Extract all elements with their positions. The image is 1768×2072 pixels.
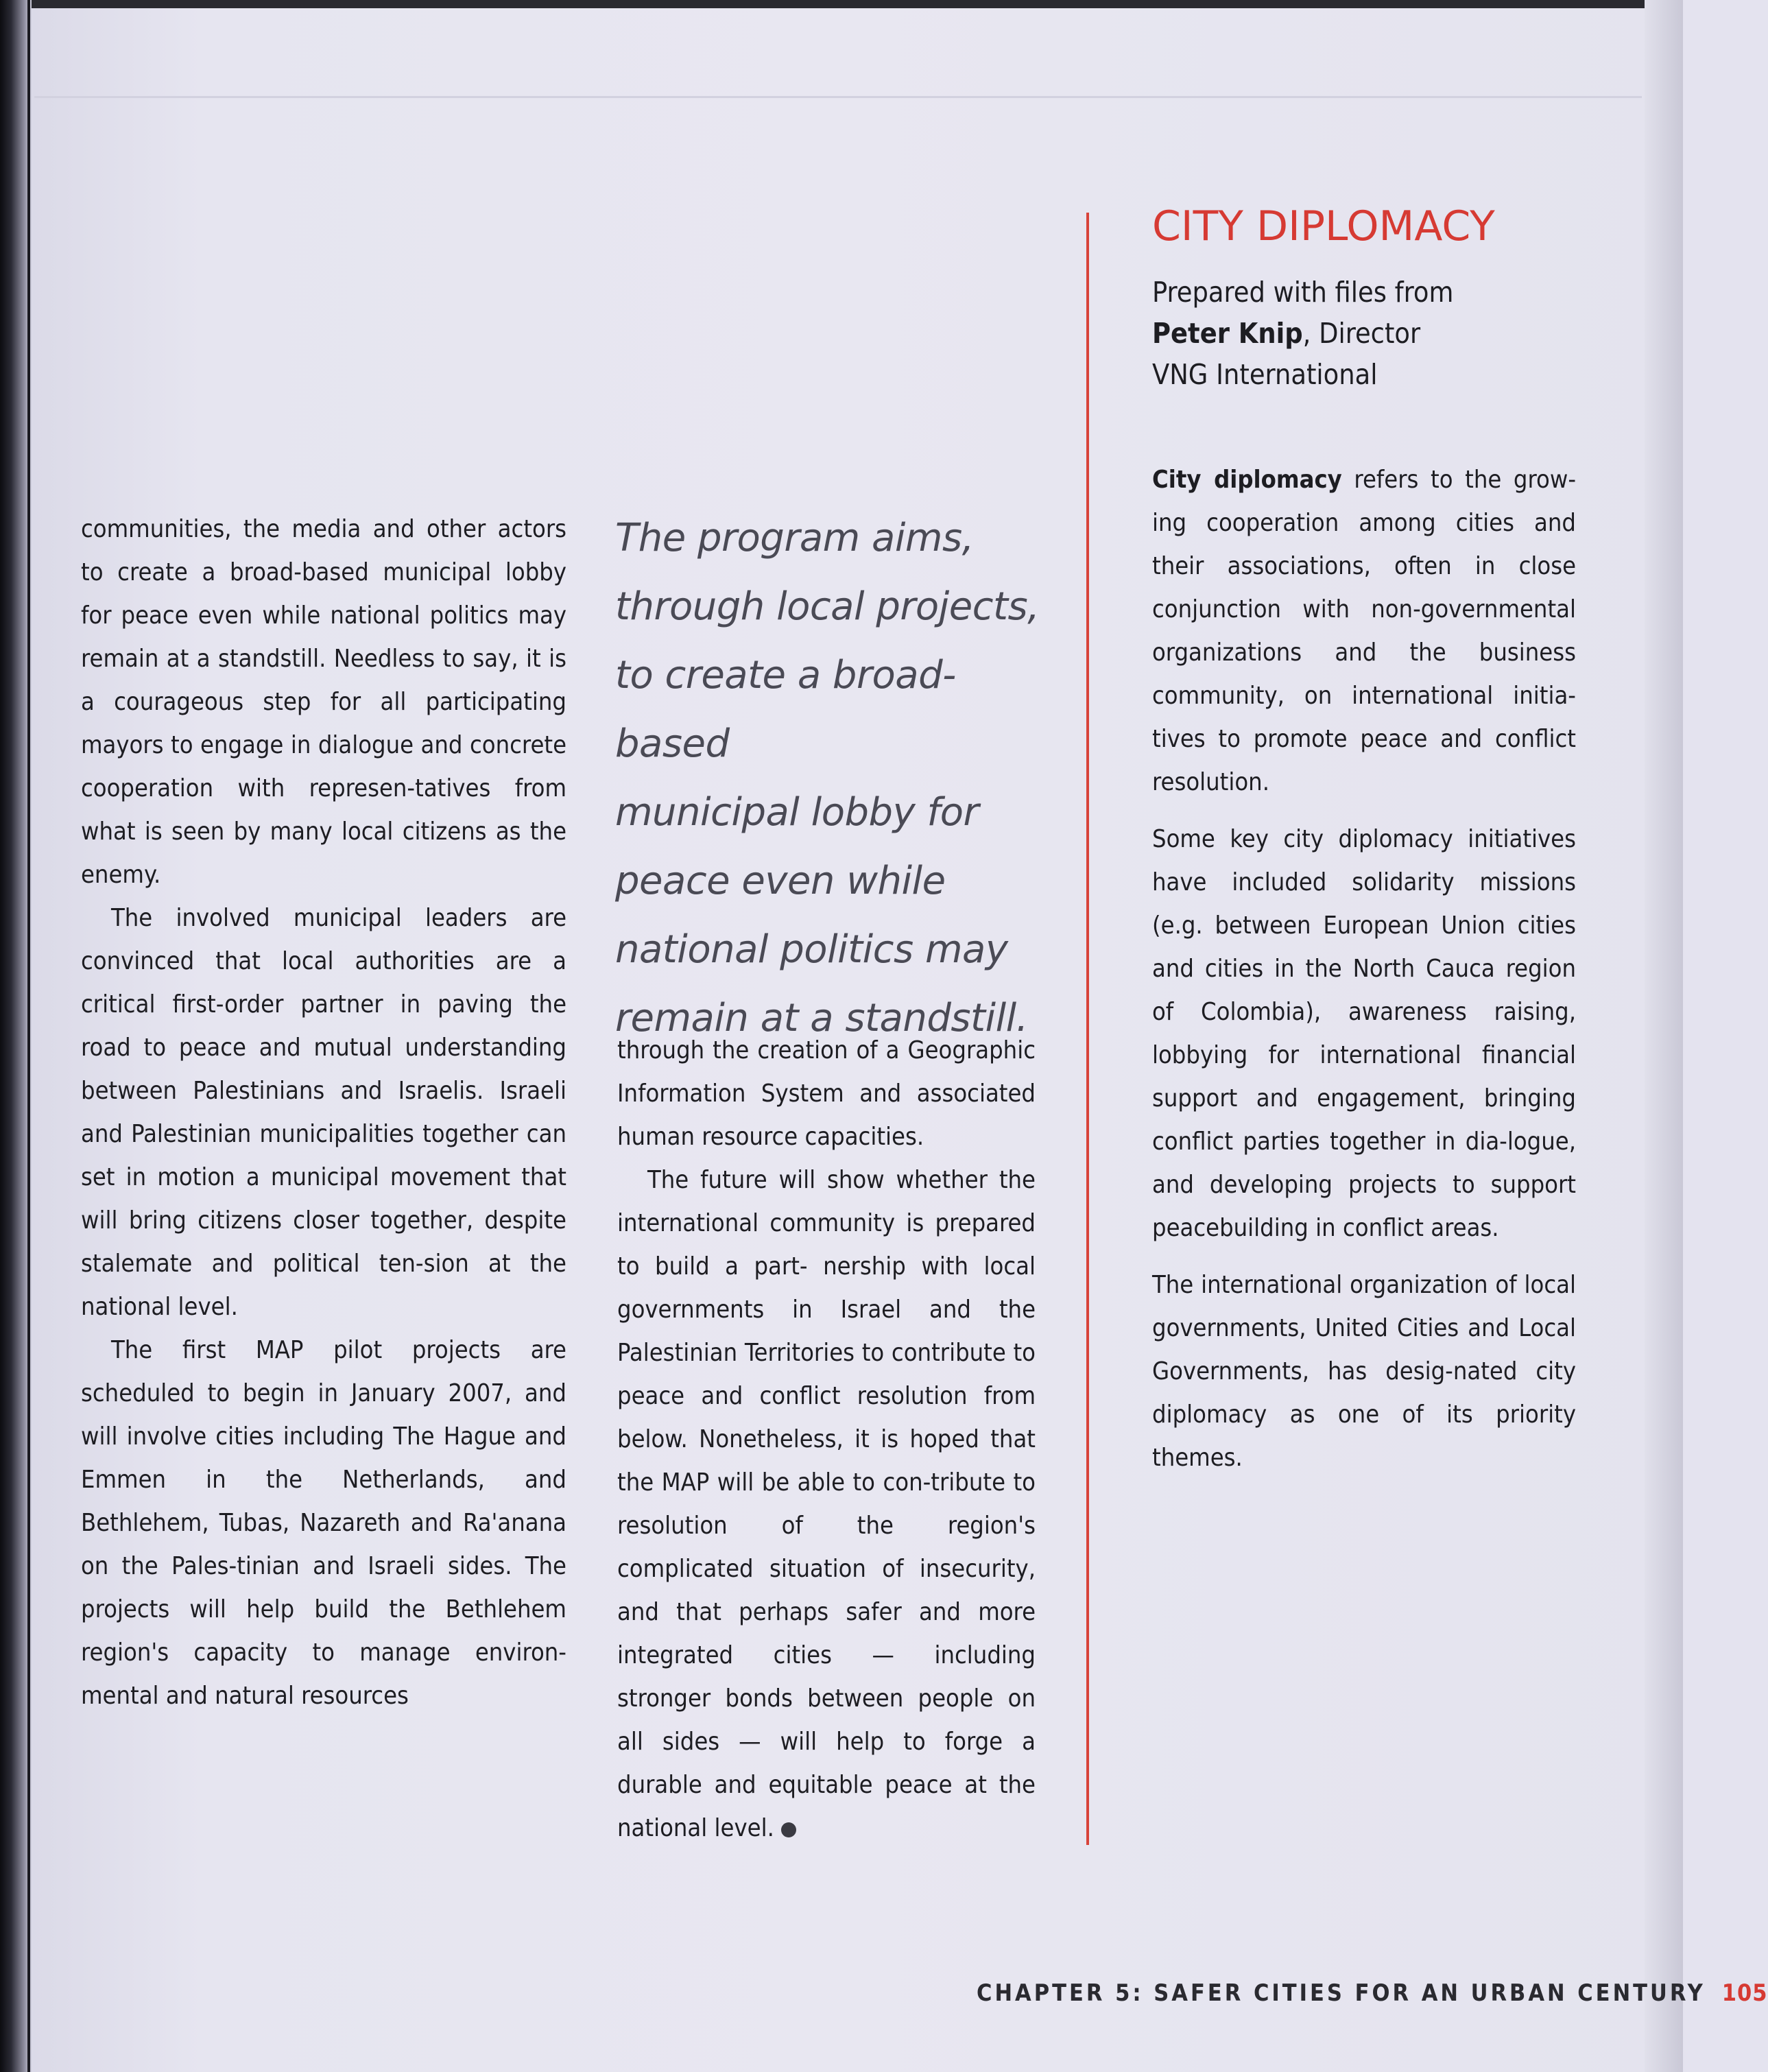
- running-footer: [977, 1979, 1768, 2007]
- sidebar-divider: [1086, 213, 1089, 1845]
- pull-quote-line: municipal lobby for: [615, 790, 979, 835]
- end-of-article-bullet-icon: [781, 1822, 796, 1837]
- credit-author-role: , Director: [1302, 317, 1421, 350]
- pull-quote-line: The program aims,: [615, 516, 974, 560]
- right-page-edge: [1645, 0, 1683, 2072]
- paragraph-communities: communities, the media and other actors to create a broad-based municipal lobby for peace even while national politics may remain at a standstill. Needless to say, it is a courageous step for all participating mayors to engage in dialogue and concrete cooperation with represen-tatives from what is seen by many local citizens as the enemy.: [81, 515, 566, 889]
- pull-quote-line: through local projects,: [615, 584, 1040, 629]
- paragraph-future-text: The future will show whether the international community is prepared to build a part- nership with local governments in Israel and the Palestinian Territories to contribute to peace and conflict resolution from below. Nonetheless, it is hoped that the MAP will be able to con-tribute to resolution of the region's complicated situation of insecurity, and that perhaps safer and more integrated cities — including stronger bonds between people on all sides — will help to forge a durable and equitable peace at the national level.: [617, 1166, 1036, 1842]
- sidebar-paragraph-definition: [1152, 458, 1576, 804]
- credit-author-name: Peter Knip: [1152, 317, 1303, 350]
- sidebar-body: [1152, 458, 1576, 1479]
- paragraph-future: [617, 1158, 1036, 1850]
- chapter-title: CHAPTER 5: SAFER CITIES FOR AN URBAN CENTURY: [977, 1979, 1706, 2007]
- header-rule: [34, 96, 1642, 98]
- pull-quote-line: national politics may: [615, 927, 1008, 972]
- city-diplomacy-sidebar: [1152, 199, 1576, 1493]
- credit-author-line: [1152, 313, 1576, 354]
- pull-quote: [615, 504, 1040, 1053]
- sidebar-term: City diplomacy: [1152, 466, 1342, 494]
- sidebar-definition-text: refers to the grow-ing cooperation among cities and their associations, often in close conjunction with non-governmental organizations and the business community, on international initia-tives to promote peace and conflict resolution.: [1152, 466, 1577, 796]
- page-number: 105: [1721, 1979, 1768, 2007]
- pull-quote-line: peace even while: [615, 859, 946, 903]
- sidebar-paragraph-uclg: The international organization of local governments, United Cities and Local Governments, has desig-nated city diplomacy as one of its priority themes.: [1152, 1271, 1576, 1472]
- pull-quote-line: to create a broad-based: [615, 653, 956, 766]
- paragraph-map-pilot-projects: The first MAP pilot projects are scheduled to begin in January 2007, and will involve cities including The Hague and Emmen in the Netherlands, and Bethlehem, Tubas, Nazareth and Ra'anana on the Pales-tinian and Israeli sides. The projects will help build the Bethlehem region's capacity to manage environ-mental and natural resources: [81, 1336, 566, 1710]
- binding-line: [27, 0, 30, 2072]
- paragraph-geographic-information-system: through the creation of a Geographic Information System and associated human resource capacities.: [617, 1036, 1036, 1151]
- body-column-middle: [617, 1029, 1036, 1850]
- top-edge-shadow: [0, 0, 1683, 8]
- pull-quote-line: remain at a standstill.: [615, 996, 1028, 1040]
- body-column-left: [81, 508, 566, 1717]
- paragraph-municipal-leaders: The involved municipal leaders are convinced that local authorities are a critical first-order partner in paving the road to peace and mutual understanding between Palestinians and Israelis. Israeli and Palestinian municipalities together can set in motion a municipal movement that will bring citizens closer together, despite stalemate and political ten-sion at the national level.: [81, 904, 566, 1321]
- credit-organization: VNG International: [1152, 358, 1378, 391]
- sidebar-title: CITY DIPLOMACY: [1152, 202, 1495, 250]
- sidebar-credit: [1152, 272, 1576, 395]
- sidebar-paragraph-initiatives: Some key city diplomacy initiatives have included solidarity missions (e.g. between European Union cities and cities in the North Cauca region of Colombia), awareness raising, lobbying for international financial support and engagement, bringing conflict parties together in dia-logue, and developing projects to support peacebuilding in conflict areas.: [1152, 825, 1576, 1242]
- credit-prepared-line: Prepared with files from: [1152, 276, 1454, 309]
